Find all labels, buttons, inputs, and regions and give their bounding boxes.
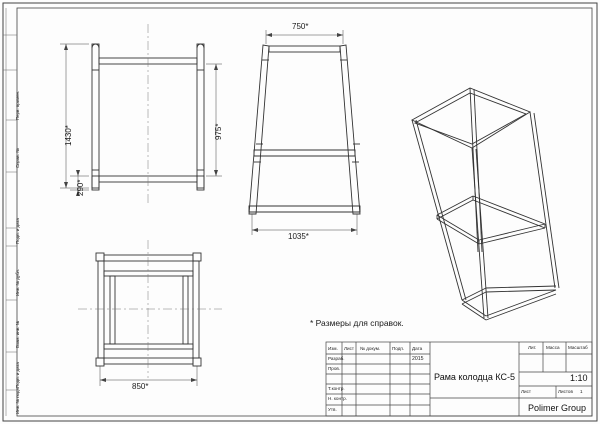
margin-label-4: Взам. инв. №: [15, 320, 20, 348]
tb-row-utv: Утв.: [328, 407, 337, 412]
tb-date-value: 2015: [412, 356, 424, 362]
drawing-name: Рама колодца КС-5: [434, 372, 515, 382]
tb-sheet-label: Лист: [521, 389, 531, 394]
tb-col-podp: Подп.: [392, 346, 405, 351]
tb-scale-header: Масштаб: [568, 345, 588, 350]
tb-row-razrab: Разраб.: [328, 356, 345, 361]
margin-label-3: Инв. № дубл.: [15, 268, 20, 296]
tb-sheets-value: 1: [580, 389, 583, 394]
tb-sheets-label: Листов: [558, 389, 573, 394]
margin-label-0: Справ. №: [15, 148, 20, 168]
tb-col-data: Дата: [412, 346, 423, 351]
dim-1035: 1035*: [288, 232, 309, 241]
tb-col-list: Лист: [344, 346, 354, 351]
margin-label-1: Перв. примен.: [15, 90, 20, 120]
dim-975: 975*: [214, 123, 223, 140]
dim-750: 750*: [292, 22, 309, 31]
margin-label-6: Инв. № подл.: [15, 386, 20, 414]
tb-col-dokum: № докум.: [360, 346, 381, 351]
tb-col-izm: Изм.: [328, 346, 338, 351]
tb-row-nkontr: Н. контр.: [328, 396, 347, 401]
dim-1430: 1430*: [64, 125, 73, 146]
margin-label-2: Подп. и дата: [15, 218, 20, 244]
tb-row-tkontr: Т.контр.: [328, 386, 345, 391]
tb-lit-header: Лит.: [528, 345, 537, 350]
reference-note: * Размеры для справок.: [310, 318, 404, 328]
scale-value: 1:10: [570, 373, 588, 383]
tb-massa-header: Масса: [546, 345, 560, 350]
margin-label-5: Подп. и дата: [15, 362, 20, 388]
company-name: Polimer Group: [528, 403, 587, 413]
dim-290: 290*: [76, 179, 85, 196]
dim-850: 850*: [132, 382, 149, 391]
tb-row-prov: Пров.: [328, 366, 341, 371]
